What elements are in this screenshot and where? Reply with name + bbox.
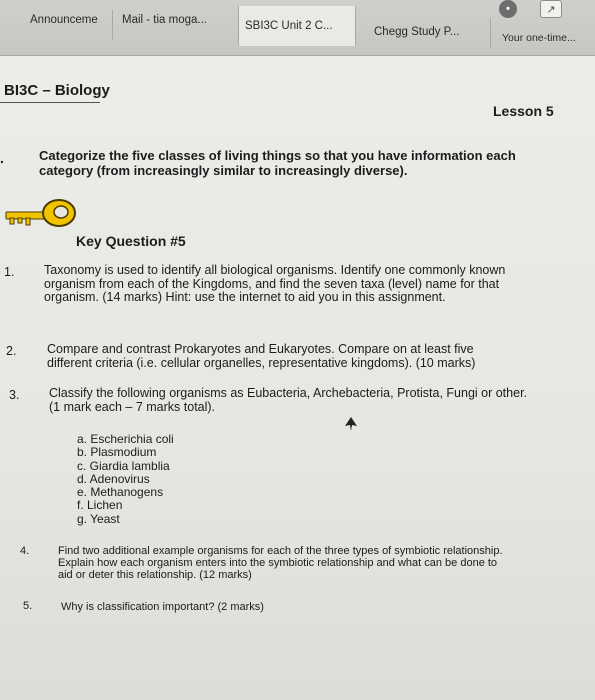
key-icon	[4, 192, 76, 234]
tab-label: Announceme	[30, 14, 98, 26]
mouse-pointer-icon	[345, 417, 357, 431]
course-title: BI3C – Biology	[4, 82, 110, 99]
tab-label: Your one-time...	[502, 32, 576, 44]
list-item: b. Plasmodium	[77, 445, 157, 460]
assignment-sheet	[0, 56, 595, 700]
tab-label: SBI3C Unit 2 C...	[245, 20, 333, 32]
tab-sbi3c-unit-2[interactable]	[238, 6, 356, 46]
list-item: d. Adenovirus	[77, 471, 150, 486]
browser-tab-strip	[0, 0, 595, 56]
list-item: e. Methanogens	[77, 485, 164, 500]
extension-icon[interactable]: •	[499, 0, 517, 18]
question-number: 3.	[9, 388, 20, 402]
tab-separator	[112, 10, 113, 40]
organism-list	[77, 433, 174, 526]
question-number: 1.	[4, 265, 15, 279]
tab-separator	[490, 18, 491, 48]
question-number: 4.	[20, 545, 30, 557]
question-number: 2.	[6, 344, 17, 358]
question-text: Taxonomy is used to identify all biological organisms. Identify one commonly known organism from each of the Kingdoms, and find the seven taxa (level) name for that organism. (14 marks) Hint: use the internet to aid you in this assignment.	[44, 263, 506, 304]
lesson-label: Lesson 5	[493, 103, 554, 119]
tab-chegg-study[interactable]	[368, 12, 488, 52]
key-question-title: Key Question #5	[76, 233, 186, 249]
list-item: g. Yeast	[77, 511, 120, 526]
question-text: Find two additional example organisms for each of the three types of symbiotic relationship. Explain how each organism enters into the symbiotic relationship and what can be done to aid or deter this relationship. (12 marks)	[58, 545, 503, 582]
tab-your-one-time[interactable]	[496, 18, 595, 58]
intro-instruction: Categorize the five classes of living things so that you have information each category (from increasingly similar to increasingly diverse).	[39, 148, 516, 178]
tab-mail[interactable]	[116, 0, 236, 40]
question-number: 5.	[23, 600, 33, 612]
list-item: f. Lichen	[77, 498, 123, 513]
question-text: Classify the following organisms as Eubacteria, Archebacteria, Protista, Fungi or other. (1 mark each – 7 marks total).	[49, 386, 528, 414]
question-text: Compare and contrast Prokaryotes and Eukaryotes. Compare on at least five different criteria (i.e. cellular organelles, representative kingdoms). (10 marks)	[47, 342, 476, 370]
list-item: c. Giardia lamblia	[77, 458, 170, 473]
question-text: Why is classification important? (2 marks)	[61, 601, 264, 613]
list-item: a. Escherichia coli	[77, 432, 174, 446]
share-icon[interactable]: ↗	[540, 0, 562, 18]
title-divider	[0, 102, 100, 103]
tab-label: Chegg Study P...	[374, 26, 460, 38]
intro-marker: .	[0, 150, 4, 166]
tab-label: Mail - tia moga...	[122, 14, 207, 26]
tab-announcements[interactable]	[24, 0, 110, 40]
